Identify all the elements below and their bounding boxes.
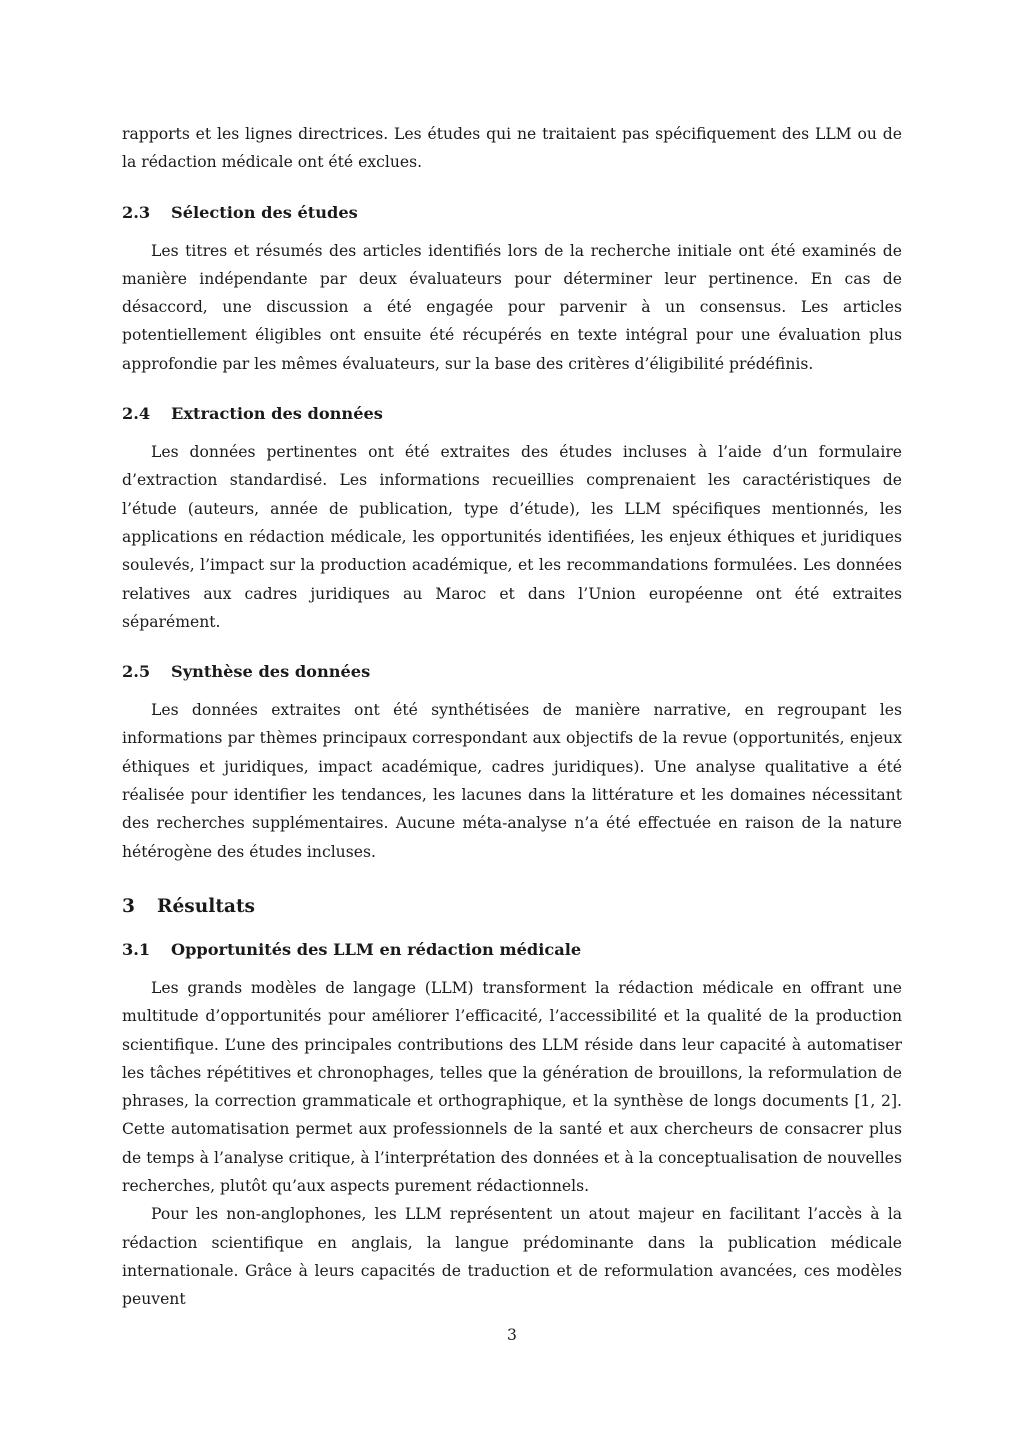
section-heading-2-4	[122, 400, 902, 428]
paragraph: Pour les non-anglophones, les LLM représentent un atout majeur en facilitant l’accès à la rédaction scientifique en anglais, la langue prédominante dans la publication médicale internationale. Grâce à leurs capacités de traduction et de reformulation avancées, ces modèles peuvent	[122, 1205, 902, 1309]
section-number: 2.4	[122, 404, 151, 424]
section-number: 3	[122, 895, 135, 917]
section-title: Opportunités des LLM en rédaction médicale	[171, 939, 582, 959]
paragraph: Les données pertinentes ont été extraites des études incluses à l’aide d’un formulaire d’extraction standardisé. Les informations recueillies comprenaient les caractéristiques de l’étude (auteurs, année de publication, type d’étude), les LLM spécifiques mentionnés, les applications en rédaction médicale, les opportunités identifiées, les enjeux éthiques et juridiques soulevés, l’impact sur la production académique, et les recommandations formulées. Les données relatives aux cadres juridiques au Maroc et dans l’Union européenne ont été extraites séparément.	[122, 443, 902, 631]
section-number: 3.1	[122, 939, 151, 959]
page-body	[122, 120, 902, 1314]
section-number: 2.3	[122, 202, 151, 222]
section-title: Sélection des études	[171, 202, 358, 222]
page-number: 3	[507, 1326, 517, 1344]
intro-paragraph: rapports et les lignes directrices. Les études qui ne traitaient pas spécifiquement des LLM ou de la rédaction médicale ont été exclues.	[122, 125, 902, 172]
section-number: 2.5	[122, 662, 151, 682]
section-title: Résultats	[157, 895, 256, 917]
section-title: Synthèse des données	[171, 662, 371, 682]
section-heading-3	[122, 892, 902, 922]
paragraph: Les grands modèles de langage (LLM) transforment la rédaction médicale en offrant une multitude d’opportunités pour améliorer l’efficacité, l’accessibilité et la qualité de la production scientifique. L’une des principales contributions des LLM réside dans leur capacité à automatiser les tâches répétitives et chronophages, telles que la génération de brouillons, la reformulation de phrases, la correction grammaticale et orthographique, et la synthèse de longs documents [1, 2]. Cette automatisation permet aux professionnels de la santé et aux chercheurs de consacrer plus de temps à l’analyse critique, à l’interprétation des données et à la conceptualisation de nouvelles recherches, plutôt qu’aux aspects purement rédactionnels.	[122, 978, 902, 1196]
paragraph: Les titres et résumés des articles identifiés lors de la recherche initiale ont été examinés de manière indépendante par deux évaluateurs pour déterminer leur pertinence. En cas de désaccord, une discussion a été engagée pour parvenir à un consensus. Les articles potentiellement éligibles ont ensuite été récupérés en texte intégral pour une évaluation plus approfondie par les mêmes évaluateurs, sur la base des critères d’éligibilité prédéfinis.	[122, 241, 902, 373]
paragraph: Les données extraites ont été synthétisées de manière narrative, en regroupant les informations par thèmes principaux correspondant aux objectifs de la revue (opportunités, enjeux éthiques et juridiques, impact académique, cadres juridiques). Une analyse qualitative a été réalisée pour identifier les tendances, les lacunes dans la littérature et les domaines nécessitant des recherches supplémentaires. Aucune méta-analyse n’a été effectuée en raison de la nature hétérogène des études incluses.	[122, 701, 902, 861]
section-heading-3-1	[122, 936, 902, 964]
section-title: Extraction des données	[171, 404, 383, 424]
section-heading-2-3	[122, 199, 902, 227]
section-heading-2-5	[122, 658, 902, 686]
